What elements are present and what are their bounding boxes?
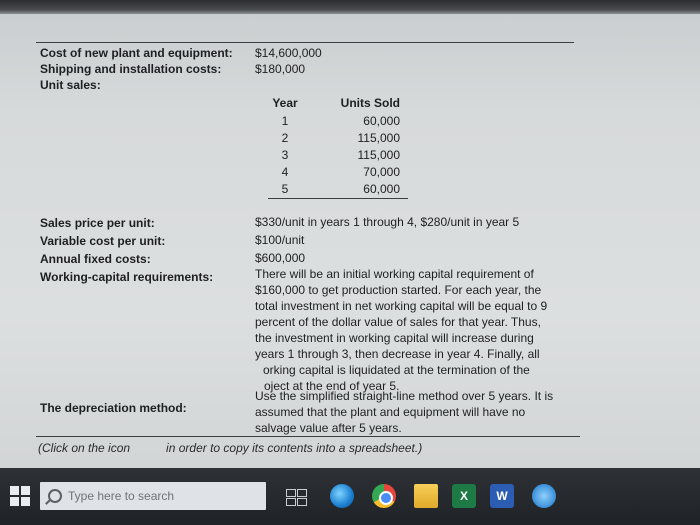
depreciation-description <box>255 388 585 436</box>
shipping-label: Shipping and installation costs: <box>40 62 222 76</box>
description-line: assumed that the plant and equipment will have no <box>255 405 526 419</box>
table-cell-units: 60,000 <box>363 114 400 128</box>
table-cell-year: 4 <box>281 165 289 179</box>
cost-plant-value: $14,600,000 <box>255 46 322 60</box>
table-cell-year: 2 <box>281 131 289 145</box>
file-explorer-icon[interactable] <box>414 484 438 508</box>
chrome-browser-icon[interactable] <box>372 484 396 508</box>
table-header-year: Year <box>272 96 298 110</box>
sales-price-value: $330/unit in years 1 through 4, $280/unit in year 5 <box>255 215 520 229</box>
taskbar <box>0 468 700 525</box>
task-view-icon[interactable] <box>284 484 308 508</box>
table-cell-units: 70,000 <box>363 165 400 179</box>
edge-browser-icon[interactable] <box>330 484 354 508</box>
excel-icon[interactable]: X <box>452 484 476 508</box>
description-line: Use the simplified straight-line method over 5 years. It is <box>255 389 554 403</box>
unit-sales-label: Unit sales: <box>40 78 101 92</box>
description-line: oject at the end of year 5. <box>264 379 400 393</box>
copy-note-suffix: in order to copy its contents into a spreadsheet.) <box>166 441 423 455</box>
fixed-costs-value: $600,000 <box>255 251 306 265</box>
table-bottom-rule <box>268 198 408 199</box>
taskbar-search-box[interactable] <box>40 482 266 510</box>
sales-price-label: Sales price per unit: <box>40 216 155 230</box>
description-line: There will be an initial working capital requirement of <box>255 267 534 281</box>
table-cell-units: 115,000 <box>357 148 400 162</box>
variable-cost-value: $100/unit <box>255 233 305 247</box>
table-cell-year: 5 <box>281 182 289 196</box>
description-line: the investment in working capital will increase during <box>255 331 534 345</box>
description-line: salvage value after 5 years. <box>255 421 402 435</box>
problem-document <box>0 14 700 468</box>
description-line: years 1 through 3, then decrease in year 4. Finally, all <box>255 347 540 361</box>
copy-note <box>38 440 422 456</box>
table-cell-units: 115,000 <box>357 131 400 145</box>
table-cell-year: 3 <box>281 148 289 162</box>
depreciation-label: The depreciation method: <box>40 401 187 415</box>
cost-plant-label: Cost of new plant and equipment: <box>40 46 233 60</box>
top-divider <box>36 42 574 43</box>
windows-start-icon[interactable] <box>10 486 30 506</box>
description-line: $160,000 to get production started. For each year, the <box>255 283 542 297</box>
description-line: total investment in net working capital will be equal to 9 <box>255 299 548 313</box>
search-placeholder: Type here to search <box>68 489 175 503</box>
shipping-value: $180,000 <box>255 62 306 76</box>
description-line: orking capital is liquidated at the termination of the <box>263 363 530 377</box>
monitor-bezel <box>0 0 700 14</box>
bottom-divider <box>36 436 580 437</box>
word-icon[interactable]: W <box>490 484 514 508</box>
table-header-units: Units Sold <box>340 96 400 110</box>
table-cell-year: 1 <box>281 114 289 128</box>
description-line: percent of the dollar value of sales for that year. Thus, <box>255 315 541 329</box>
copy-note-prefix: (Click on the icon <box>38 441 131 455</box>
table-cell-units: 60,000 <box>363 182 400 196</box>
variable-cost-label: Variable cost per unit: <box>40 234 166 248</box>
app-icon[interactable] <box>532 484 556 508</box>
fixed-costs-label: Annual fixed costs: <box>40 252 151 266</box>
working-capital-label: Working-capital requirements: <box>40 270 214 284</box>
working-capital-description <box>255 266 585 394</box>
search-icon <box>48 489 62 503</box>
